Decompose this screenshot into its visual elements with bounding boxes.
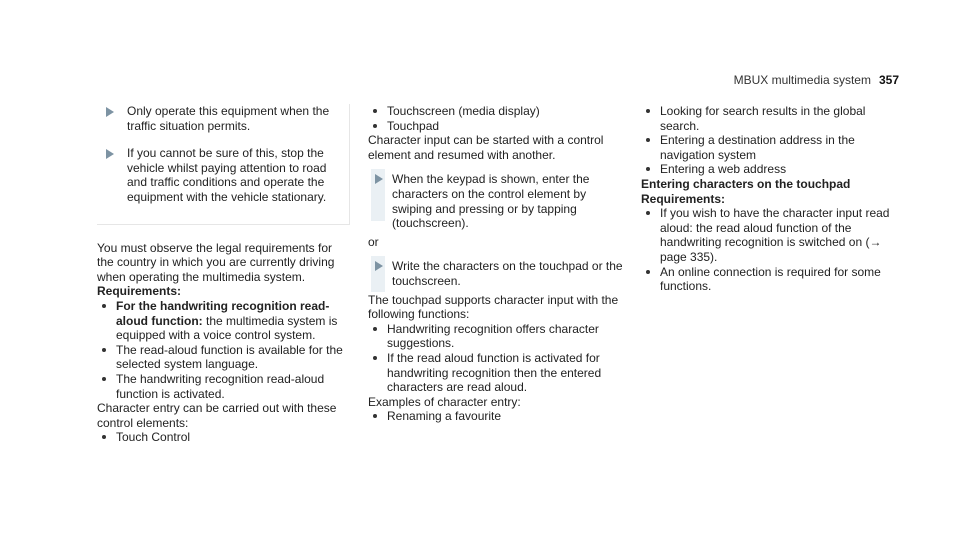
requirements-heading: Requirements: [97,284,182,299]
item-text: the multimedia system is equipped with a voice control system. [116,313,338,343]
examples-list [368,409,628,424]
bullet-icon [373,356,377,360]
warning-notes [97,104,350,225]
arrow-icon [375,174,383,184]
arrow-icon [375,261,383,271]
bullet-icon [373,109,377,113]
item-text: Touchscreen (media display) [387,104,540,118]
item-text: Looking for search results in the global search. [660,104,866,133]
requirements-list [97,299,352,401]
bullet-icon [102,348,106,352]
bullet-icon [646,270,650,274]
instruction-step [368,172,628,230]
section-title: MBUX multimedia system [733,73,871,87]
requirements-list [641,206,903,294]
item-text: The handwriting recognition read-aloud function is activated. [116,371,325,401]
or-text: or [368,234,379,249]
note-item [97,146,349,204]
examples-list-cont [641,104,903,177]
intro-paragraph: You must observe the legal requirements for the country in which you are currently driving when operating the multimedia system. [97,240,335,284]
list-item [368,409,628,424]
start-paragraph: Character input can be started with a control element and resumed with another. [368,133,604,162]
bullet-icon [646,211,650,215]
item-text: Entering a web address [660,162,787,177]
page-header [734,73,899,88]
column-1 [97,104,352,445]
column-2 [368,104,628,424]
bullet-icon [373,327,377,331]
item-text: Entering a destination address in the navigation system [660,133,855,162]
list-item [368,322,628,351]
step-text: When the keypad is shown, enter the characters on the control element by swiping and pressing or by tapping (touchscreen). [392,172,590,231]
list-item [97,343,352,372]
bullet-icon [373,414,377,418]
entry-paragraph: Character entry can be carried out with these control elements: [97,401,337,430]
item-text: If you wish to have the character input read aloud: the read aloud function of the handwriting recognition is switched on (→ page 335). [660,206,890,264]
note-text: If you cannot be sure of this, stop the vehicle whilst paying attention to road and traffic conditions and operate the equipment with the vehicle stationary. [127,146,327,204]
note-item [97,104,349,133]
instruction-step [368,259,628,288]
bullet-icon [102,377,106,381]
note-text: Only operate this equipment when the traffic situation permits. [127,104,330,133]
step-text: Write the characters on the touchpad or the touchscreen. [392,259,623,288]
item-text: Touchpad [387,118,440,133]
list-item [641,206,903,264]
list-item [97,299,352,343]
item-bold: For the handwriting recognition read-aloud function: [116,298,330,328]
control-elements-list [97,430,352,445]
list-item [97,372,352,401]
bullet-icon [373,124,377,128]
item-text: An online connection is required for some functions. [660,264,881,294]
list-item [97,430,352,445]
list-item [641,104,903,133]
section-heading: Entering characters on the touchpad [641,176,851,191]
list-item [641,265,903,294]
arrow-icon [106,107,114,117]
examples-paragraph: Examples of character entry: [368,394,521,409]
bullet-icon [102,304,106,308]
requirements-heading: Requirements: [641,191,726,206]
list-item [368,119,628,134]
bullet-icon [646,109,650,113]
list-item [641,133,903,162]
support-list [368,322,628,395]
bullet-icon [646,138,650,142]
page-number: 357 [878,73,899,87]
list-item [368,351,628,395]
bullet-icon [102,435,106,439]
supports-paragraph: The touchpad supports character input with the following functions: [368,292,619,322]
item-text: Renaming a favourite [387,409,502,424]
list-item [641,162,903,177]
control-elements-list-cont [368,104,628,133]
item-text: Touch Control [116,430,191,445]
bullet-icon [646,167,650,171]
item-text: If the read aloud function is activated for handwriting recognition then the entered characters are read aloud. [387,350,602,395]
list-item [368,104,628,119]
column-3 [641,104,903,294]
arrow-icon [106,149,114,159]
item-text: Handwriting recognition offers character suggestions. [387,321,599,351]
item-text: The read-aloud function is available for the selected system language. [116,342,343,372]
